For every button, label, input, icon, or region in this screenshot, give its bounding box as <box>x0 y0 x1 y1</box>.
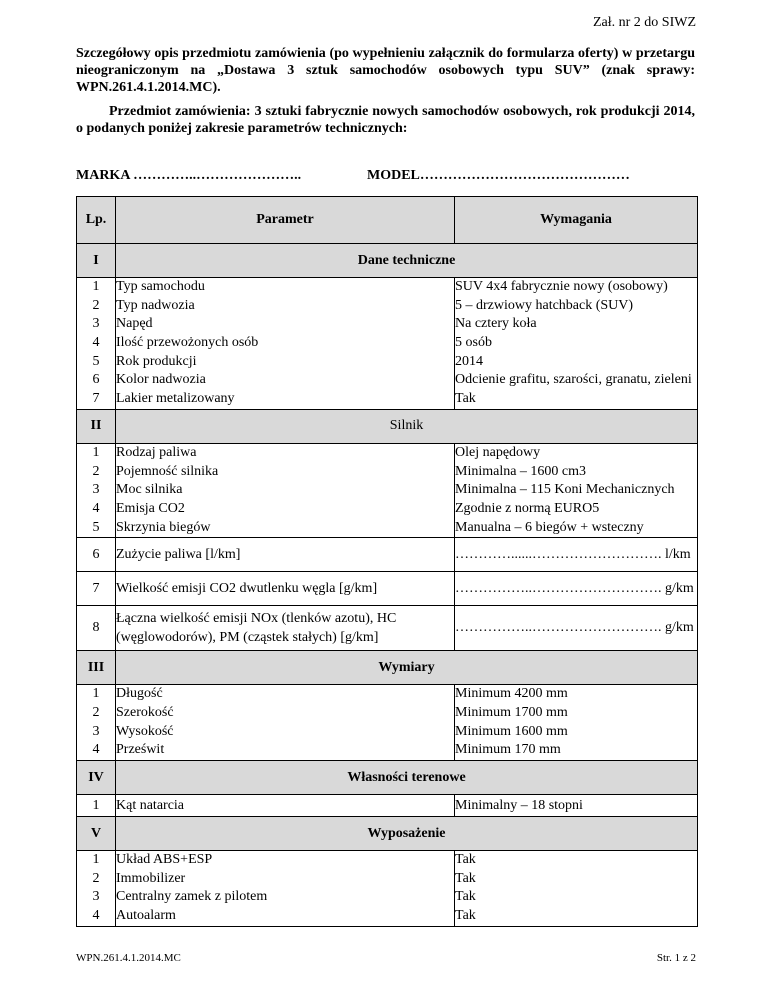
row-group-dimensions <box>77 685 698 761</box>
parameter-name: Prześwit <box>116 742 165 758</box>
requirement-value: Na cztery koła <box>455 316 537 332</box>
row-group-engine <box>77 443 698 537</box>
parameter-name: Ilość przewożonych osób <box>116 335 259 351</box>
row-fuel-consumption <box>77 538 698 572</box>
row-number: 5 <box>92 519 100 535</box>
section-row-i <box>77 244 698 278</box>
intro-paragraph: Szczegółowy opis przedmiotu zamówienia (po wypełnieniu załącznik do formularza oferty) w przetargu nieograniczonym na „Dostawa 3 sztuk samochodów osobowych typu SUV” (znak sprawy: WPN.261.4.1.2014.MC). <box>76 46 695 95</box>
row-approach-angle <box>77 795 698 817</box>
parameter-name: Kolor nadwozia <box>116 372 206 388</box>
requirement-value: Tak <box>455 870 476 886</box>
row-number: 1 <box>92 852 100 867</box>
row-group-technical <box>77 278 698 410</box>
requirement-value: Minimum 1600 mm <box>455 723 568 739</box>
row-total-emission <box>77 606 698 651</box>
requirement-value: Zgodnie z normą EURO5 <box>455 500 600 516</box>
parameter-name: Centralny zamek z pilotem <box>116 889 268 905</box>
row-number: 2 <box>92 463 100 479</box>
section-row-ii <box>77 409 698 443</box>
section-number: V <box>77 817 116 851</box>
row-number: 2 <box>92 297 100 313</box>
row-number: 4 <box>92 500 100 516</box>
row-number: 5 <box>92 353 100 369</box>
row-number: 6 <box>77 538 116 572</box>
requirement-value: Minimum 1700 mm <box>455 704 568 720</box>
row-number: 6 <box>92 372 100 388</box>
section-title: Silnik <box>116 409 698 443</box>
parameter-name: Rok produkcji <box>116 353 197 369</box>
section-number: I <box>77 244 116 278</box>
header-lp: Lp. <box>77 197 116 244</box>
attachment-note: Zał. nr 2 do SIWZ <box>592 15 696 30</box>
fuel-consumption-field[interactable]: …………......………………………. l/km <box>455 538 698 572</box>
parameter-name: Kąt natarcia <box>116 795 455 817</box>
requirement-value: Minimalny – 18 stopni <box>455 795 698 817</box>
parameter-name: Wysokość <box>116 723 174 739</box>
requirement-value: 2014 <box>455 353 483 369</box>
row-number: 3 <box>92 482 100 498</box>
footer-page-number: Str. 1 z 2 <box>656 952 696 964</box>
row-number: 3 <box>92 316 100 332</box>
row-number: 3 <box>92 889 100 905</box>
parameter-name: Emisja CO2 <box>116 500 185 516</box>
requirement-value: Odcienie grafitu, szarości, granatu, zieleni <box>455 372 692 388</box>
parameter-name: Typ samochodu <box>116 279 205 294</box>
brand-fill-line: MARKA …………..………………….. <box>76 168 302 183</box>
parameter-name: Skrzynia biegów <box>116 519 211 535</box>
requirement-value: Minimalna – 115 Koni Mechanicznych <box>455 482 675 498</box>
parameter-name: Immobilizer <box>116 870 186 886</box>
section-title: Własności terenowe <box>116 761 698 795</box>
parameter-name: Długość <box>116 686 163 702</box>
table-header-row <box>77 197 698 244</box>
requirement-value: SUV 4x4 fabrycznie nowy (osobowy) <box>455 279 668 294</box>
section-row-iii <box>77 651 698 685</box>
parameter-name: Moc silnika <box>116 482 183 498</box>
row-number: 2 <box>92 870 100 886</box>
row-number: 4 <box>92 742 100 758</box>
parameter-name: Wielkość emisji CO2 dwutlenku węgla [g/km] <box>116 572 455 606</box>
model-fill-line: MODEL……………………………………… <box>367 168 630 183</box>
parameter-name: Napęd <box>116 316 153 332</box>
parameter-name: Typ nadwozia <box>116 297 195 313</box>
parameter-name: Łączna wielkość emisji NOx (tlenków azotu), HC (węglowodorów), PM (cząstek stałych) [g/km] <box>116 606 455 651</box>
section-row-iv <box>77 761 698 795</box>
header-parameter: Parametr <box>116 197 455 244</box>
requirement-value: 5 osób <box>455 335 492 351</box>
section-title: Wymiary <box>116 651 698 685</box>
row-number: 4 <box>92 335 100 351</box>
section-number: III <box>77 651 116 685</box>
parameter-name: Rodzaj paliwa <box>116 444 197 460</box>
requirement-value: Minimalna – 1600 cm3 <box>455 463 587 479</box>
requirement-value: Tak <box>455 852 476 867</box>
row-co2-emission <box>77 572 698 606</box>
parameter-name: Pojemność silnika <box>116 463 219 479</box>
parameter-name: Układ ABS+ESP <box>116 852 213 867</box>
requirement-value: Tak <box>455 391 476 407</box>
co2-emission-field[interactable]: ……………..………………………. g/km <box>455 572 698 606</box>
row-number: 2 <box>92 704 100 720</box>
row-number: 3 <box>92 723 100 739</box>
requirement-value: Minimum 4200 mm <box>455 686 568 702</box>
section-row-v <box>77 817 698 851</box>
row-number: 1 <box>92 686 100 702</box>
requirement-value: 5 – drzwiowy hatchback (SUV) <box>455 297 634 313</box>
total-emission-field[interactable]: ……………..………………………. g/km <box>455 606 698 651</box>
section-title: Wyposażenie <box>116 817 698 851</box>
parameter-name: Lakier metalizowany <box>116 391 235 407</box>
section-number: II <box>77 409 116 443</box>
row-group-equipment <box>77 851 698 927</box>
row-number: 4 <box>92 908 100 924</box>
specification-table <box>76 196 698 927</box>
requirement-value: Tak <box>455 889 476 905</box>
section-number: IV <box>77 761 116 795</box>
footer-case-number: WPN.261.4.1.2014.MC <box>76 952 181 964</box>
requirement-value: Olej napędowy <box>455 444 541 460</box>
header-requirements: Wymagania <box>455 197 698 244</box>
row-number: 1 <box>92 279 100 294</box>
parameter-name: Autoalarm <box>116 908 176 924</box>
row-number: 1 <box>92 444 100 460</box>
requirement-value: Minimum 170 mm <box>455 742 561 758</box>
requirement-value: Tak <box>455 908 476 924</box>
row-number: 7 <box>92 391 100 407</box>
parameter-name: Szerokość <box>116 704 174 720</box>
row-number: 7 <box>77 572 116 606</box>
row-number: 8 <box>77 606 116 651</box>
requirement-value: Manualna – 6 biegów + wsteczny <box>455 519 644 535</box>
section-title: Dane techniczne <box>116 244 698 278</box>
row-number: 1 <box>77 795 116 817</box>
parameter-name: Zużycie paliwa [l/km] <box>116 538 455 572</box>
subject-paragraph: Przedmiot zamówienia: 3 sztuki fabrycznie nowych samochodów osobowych, rok produkcji 2014, o podanych poniżej zakresie parametrów technicznych: <box>76 104 695 136</box>
